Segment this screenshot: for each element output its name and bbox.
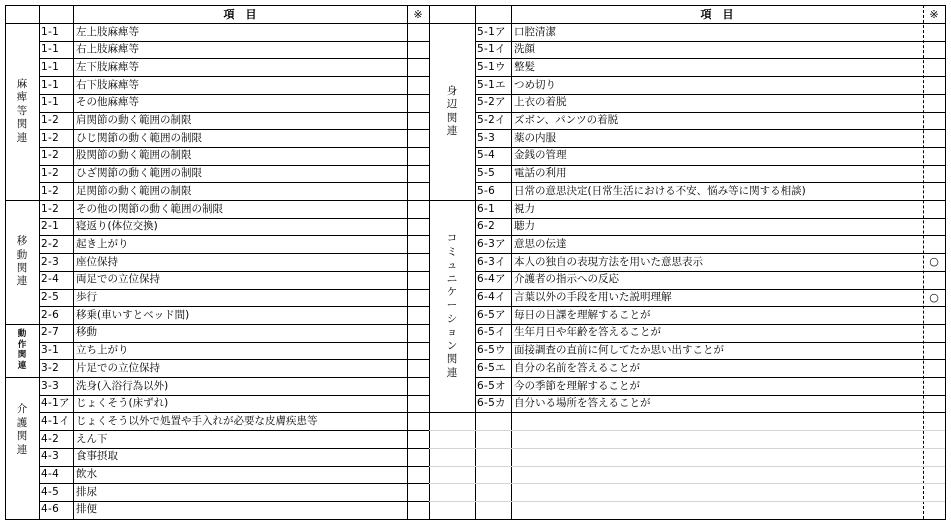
right-row-category-label: コミュニケーション関連 <box>446 232 458 379</box>
grid-line <box>39 129 429 130</box>
right-row-code: 5-5 <box>477 167 496 180</box>
left-row-note-mark <box>407 41 429 59</box>
grid-line <box>5 377 39 378</box>
grid-line <box>39 324 429 325</box>
right-row-note-mark <box>923 23 945 41</box>
right-row-item: 生年月日や年齢を答えることが <box>514 326 661 339</box>
left-row-code: 4-2 <box>41 432 60 445</box>
grid-line <box>39 377 429 378</box>
left-row-code: 1-1 <box>41 25 60 38</box>
left-row-code: 2-1 <box>41 220 60 233</box>
grid-line <box>39 218 429 219</box>
left-row-note-mark <box>407 306 429 324</box>
left-row-item: 排便 <box>76 503 97 516</box>
right-row-item: 薬の内服 <box>514 131 556 144</box>
grid-line <box>39 165 429 166</box>
right-row-category <box>429 200 475 412</box>
grid-line <box>475 235 945 236</box>
right-row-code: 6-5ア <box>477 308 506 321</box>
right-row-code: 5-1エ <box>477 78 506 91</box>
left-header-note: ※ <box>413 7 423 21</box>
right-row-item: 上衣の着脱 <box>514 96 567 109</box>
right-row-code: 5-1イ <box>477 43 506 56</box>
grid-line <box>429 412 945 413</box>
right-row-note-mark <box>923 342 945 360</box>
left-row-item: 座位保持 <box>76 255 118 268</box>
right-row-item: 整髪 <box>514 60 535 73</box>
right-row-item: つめ切り <box>514 78 556 91</box>
right-row-item: 電話の利用 <box>514 167 567 180</box>
right-row-item: 毎日の日課を理解することが <box>514 308 651 321</box>
left-row-item: 足関節の動く範囲の制限 <box>76 184 192 197</box>
grid-line <box>475 182 945 183</box>
left-row-item: えん下 <box>76 432 108 445</box>
grid-line <box>475 359 945 360</box>
left-row-item: 移乗(車いすとベッド間) <box>76 308 190 321</box>
grid-line <box>39 448 429 449</box>
grid-line <box>475 200 945 201</box>
right-row-item: 今の季節を理解することが <box>514 379 640 392</box>
right-row-note-mark <box>923 324 945 342</box>
left-row-note-mark <box>407 165 429 183</box>
left-row-code: 2-5 <box>41 291 60 304</box>
grid-line <box>39 235 429 236</box>
left-row-note-mark <box>407 147 429 165</box>
left-row-note-mark <box>407 377 429 395</box>
left-row-code: 1-2 <box>41 114 60 127</box>
grid-line <box>39 253 429 254</box>
right-row-code: 5-6 <box>477 184 496 197</box>
right-row-item: 面接調査の直前に何してたか思い出すことが <box>514 344 724 357</box>
left-row-item: 股関節の動く範囲の制限 <box>76 149 192 162</box>
right-row-code: 5-3 <box>477 131 496 144</box>
grid-line <box>475 58 945 59</box>
grid-line <box>39 182 429 183</box>
left-row-code: 4-4 <box>41 468 60 481</box>
right-row-note-mark: ○ <box>929 255 939 269</box>
left-row-note-mark <box>407 289 429 307</box>
right-row-note-mark <box>923 58 945 76</box>
right-row-note-mark <box>923 395 945 413</box>
right-header-item: 項 目 <box>700 7 734 21</box>
left-row-item: 右下肢麻痺等 <box>76 78 139 91</box>
grid-line <box>39 58 429 59</box>
grid-line <box>39 412 429 413</box>
left-row-code: 4-1ア <box>41 397 70 410</box>
right-row-note-mark <box>923 41 945 59</box>
left-row-note-mark <box>407 76 429 94</box>
grid-line <box>39 501 429 502</box>
left-row-note-mark <box>407 253 429 271</box>
right-row-code: 6-1 <box>477 202 496 215</box>
right-header-note: ※ <box>929 7 939 21</box>
left-row-item: 肩関節の動く範囲の制限 <box>76 114 192 127</box>
grid-line <box>39 483 429 484</box>
grid-line <box>475 306 945 307</box>
grid-line <box>39 200 429 201</box>
grid-line <box>475 41 945 42</box>
grid-line <box>39 271 429 272</box>
right-row-item: 意思の伝達 <box>514 237 567 250</box>
grid-line <box>39 289 429 290</box>
grid-line <box>39 395 429 396</box>
grid-line <box>39 306 429 307</box>
right-row-note-mark <box>923 271 945 289</box>
right-row-note-mark <box>923 147 945 165</box>
left-row-item: 食事摂取 <box>76 450 118 463</box>
right-row-code: 6-5イ <box>477 326 506 339</box>
left-row-category <box>5 377 39 483</box>
left-row-note-mark <box>407 271 429 289</box>
right-row-code: 6-5エ <box>477 361 506 374</box>
left-row-item: 右上肢麻痺等 <box>76 43 139 56</box>
left-row-code: 4-6 <box>41 503 60 516</box>
right-row-item: 介護者の指示への反応 <box>514 273 619 286</box>
left-row-item: 洗身(入浴行為以外) <box>76 379 169 392</box>
right-row-code: 6-3ア <box>477 237 506 250</box>
left-row-item: じょくそう(床ずれ) <box>76 397 169 410</box>
right-row-note-mark <box>923 165 945 183</box>
right-row-item: ズボン、パンツの着脱 <box>514 114 619 127</box>
right-row-item: 口腔清潔 <box>514 25 556 38</box>
left-row-item: じょくそう以外で処置や手入れが必要な皮膚疾患等 <box>76 414 318 427</box>
left-row-category-label: 麻痺等関連 <box>16 77 28 144</box>
left-row-category <box>5 324 39 377</box>
right-row-note-mark <box>923 182 945 200</box>
left-row-note-mark <box>407 23 429 41</box>
left-row-item: その他麻痺等 <box>76 96 139 109</box>
grid-line <box>5 200 39 201</box>
grid-line <box>39 342 429 343</box>
right-row-note-mark <box>923 112 945 130</box>
right-row-item: 視力 <box>514 202 535 215</box>
grid-line <box>429 483 945 484</box>
left-row-note-mark <box>407 466 429 484</box>
right-row-code: 6-4ア <box>477 273 506 286</box>
grid-line <box>475 112 945 113</box>
grid-line <box>429 501 945 502</box>
grid-line <box>39 359 429 360</box>
left-row-note-mark <box>407 235 429 253</box>
grid-line <box>475 94 945 95</box>
left-row-code: 2-3 <box>41 255 60 268</box>
left-row-code: 1-1 <box>41 78 60 91</box>
left-row-note-mark <box>407 412 429 430</box>
grid-line <box>39 41 429 42</box>
left-row-item: 立ち上がり <box>76 344 129 357</box>
right-row-item: 洗顔 <box>514 43 535 56</box>
grid-line <box>475 271 945 272</box>
grid-line <box>945 5 946 520</box>
grid-line <box>39 430 429 431</box>
left-row-code: 2-4 <box>41 273 60 286</box>
grid-line <box>475 129 945 130</box>
grid-line <box>475 253 945 254</box>
left-row-item: 移動 <box>76 326 97 339</box>
right-row-item: 本人の独自の表現方法を用いた意思表示 <box>514 255 703 268</box>
grid-line <box>429 430 945 431</box>
grid-line <box>475 324 945 325</box>
left-row-code: 4-3 <box>41 450 60 463</box>
left-row-category-label: 動作関連 <box>17 329 27 372</box>
right-row-code: 5-2イ <box>477 114 506 127</box>
right-row-code: 5-1ウ <box>477 60 506 73</box>
right-row-note-mark <box>923 200 945 218</box>
left-row-note-mark <box>407 324 429 342</box>
right-row-note-mark <box>923 76 945 94</box>
right-row-note-mark <box>923 235 945 253</box>
grid-line <box>475 165 945 166</box>
left-row-code: 3-3 <box>41 379 60 392</box>
right-row-category-label: 身辺関連 <box>446 84 458 137</box>
right-row-item: 自分の名前を答えることが <box>514 361 640 374</box>
left-row-code: 1-2 <box>41 131 60 144</box>
grid-line <box>39 466 429 467</box>
grid-line <box>475 289 945 290</box>
right-row-item: 聴力 <box>514 220 535 233</box>
left-row-item: 両足での立位保持 <box>76 273 160 286</box>
left-row-code: 4-5 <box>41 485 60 498</box>
grid-line <box>475 76 945 77</box>
left-row-item: 歩行 <box>76 291 97 304</box>
left-row-item: 片足での立位保持 <box>76 361 160 374</box>
right-row-category <box>429 23 475 200</box>
left-header-item: 項 目 <box>223 7 257 21</box>
left-row-category-label: 移動関連 <box>16 235 28 288</box>
left-row-item: 左下肢麻痺等 <box>76 60 139 73</box>
left-row-item: 起き上がり <box>76 237 129 250</box>
right-row-code: 5-2ア <box>477 96 506 109</box>
left-row-code: 2-2 <box>41 237 60 250</box>
left-row-category-label: 介護関連 <box>16 403 28 456</box>
left-row-note-mark <box>407 430 429 448</box>
grid-line <box>39 112 429 113</box>
left-row-code: 3-2 <box>41 361 60 374</box>
left-row-note-mark <box>407 182 429 200</box>
right-row-note-mark <box>923 94 945 112</box>
left-row-note-mark <box>407 112 429 130</box>
left-row-code: 1-1 <box>41 60 60 73</box>
left-row-note-mark <box>407 58 429 76</box>
right-row-code: 5-4 <box>477 149 496 162</box>
right-row-code: 6-5カ <box>477 397 506 410</box>
left-row-item: 左上肢麻痺等 <box>76 25 139 38</box>
grid-line <box>429 466 945 467</box>
right-row-code: 6-2 <box>477 220 496 233</box>
left-row-item: 飲水 <box>76 468 97 481</box>
right-row-item: 自分いる場所を答えることが <box>514 397 651 410</box>
left-row-code: 1-2 <box>41 149 60 162</box>
left-row-note-mark <box>407 342 429 360</box>
grid-line <box>475 218 945 219</box>
left-row-code: 1-2 <box>41 202 60 215</box>
right-row-code: 6-5ウ <box>477 344 506 357</box>
right-row-code: 6-4イ <box>477 291 506 304</box>
grid-line <box>39 94 429 95</box>
right-row-note-mark: ○ <box>929 290 939 304</box>
left-row-note-mark <box>407 395 429 413</box>
grid-line <box>429 200 475 201</box>
left-row-note-mark <box>407 200 429 218</box>
grid-line <box>475 395 945 396</box>
left-row-code: 1-1 <box>41 43 60 56</box>
grid-line <box>5 324 39 325</box>
left-row-code: 4-1イ <box>41 414 70 427</box>
left-row-note-mark <box>407 359 429 377</box>
left-row-code: 2-7 <box>41 326 60 339</box>
left-row-note-mark <box>407 129 429 147</box>
right-row-note-mark <box>923 359 945 377</box>
right-row-item: 言葉以外の手段を用いた説明理解 <box>514 291 672 304</box>
left-row-category <box>5 23 39 200</box>
left-row-note-mark <box>407 94 429 112</box>
right-row-item: 金銭の管理 <box>514 149 567 162</box>
left-row-item: 寝返り(体位交換) <box>76 220 158 233</box>
right-row-code: 6-5オ <box>477 379 506 392</box>
left-row-note-mark <box>407 448 429 466</box>
grid-line <box>39 147 429 148</box>
left-row-code: 2-6 <box>41 308 60 321</box>
right-row-note-mark <box>923 218 945 236</box>
right-row-note-mark <box>923 306 945 324</box>
left-row-item: その他の関節の動く範囲の制限 <box>76 202 223 215</box>
grid-line <box>475 147 945 148</box>
left-row-note-mark <box>407 218 429 236</box>
right-row-note-mark <box>923 129 945 147</box>
grid-line <box>39 76 429 77</box>
left-row-note-mark <box>407 483 429 501</box>
left-row-category <box>5 200 39 324</box>
grid-line <box>475 342 945 343</box>
left-row-code: 3-1 <box>41 344 60 357</box>
right-row-code: 6-3イ <box>477 255 506 268</box>
grid-line <box>475 377 945 378</box>
right-row-code: 5-1ア <box>477 25 506 38</box>
left-row-code: 1-2 <box>41 184 60 197</box>
right-row-note-mark <box>923 377 945 395</box>
left-row-item: ひじ関節の動く範囲の制限 <box>76 131 202 144</box>
left-row-item: ひざ関節の動く範囲の制限 <box>76 167 202 180</box>
grid-line <box>429 448 945 449</box>
left-row-item: 排尿 <box>76 485 97 498</box>
left-row-code: 1-1 <box>41 96 60 109</box>
left-row-code: 1-2 <box>41 167 60 180</box>
right-row-item: 日常の意思決定(日常生活における不安、悩み等に関する相談) <box>514 184 806 197</box>
